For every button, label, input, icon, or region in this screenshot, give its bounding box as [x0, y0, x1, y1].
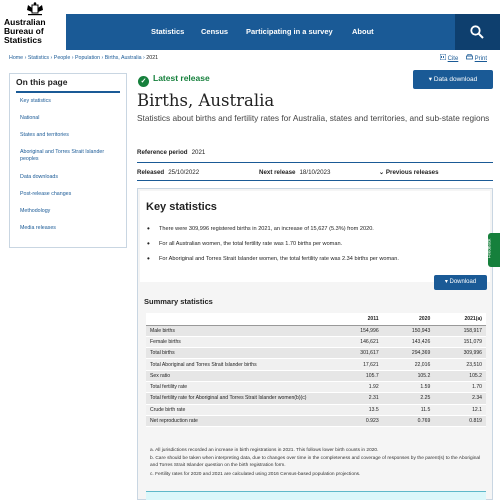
- download-button[interactable]: [434, 275, 487, 290]
- logo-line-2: Bureau of: [4, 26, 44, 36]
- sidebar-item-aboriginal[interactable]: Aboriginal and Torres Strait Islander peoples: [20, 149, 105, 162]
- column-header: [146, 313, 331, 325]
- table-row: [146, 325, 486, 336]
- row-label-cell: Male births: [146, 325, 331, 336]
- nav-participating[interactable]: Participating in a survey: [246, 27, 333, 36]
- value-cell: 150,943: [383, 325, 435, 336]
- download-arrow-icon: ▾: [428, 76, 433, 83]
- row-label-cell: Sex ratio: [146, 370, 331, 381]
- key-stat-fertility: • For all Australian women, the total fertility rate was 1.70 births per woman.: [159, 240, 479, 248]
- release-status: [138, 73, 210, 87]
- table-row: [146, 381, 486, 392]
- feedback-tab[interactable]: [488, 233, 500, 267]
- key-stat-births: • There were 309,996 registered births in 2021, an increase of 15,627 (5.3%) from 2020.: [159, 225, 479, 233]
- summary-statistics-table: [146, 313, 486, 427]
- coat-of-arms-icon: [26, 2, 44, 16]
- breadcrumb-population[interactable]: Population: [75, 55, 101, 61]
- row-label-cell: Total fertility rate: [146, 381, 331, 392]
- reference-period: [137, 149, 205, 156]
- key-statistics-card: [140, 191, 490, 282]
- value-cell: 1.59: [383, 381, 435, 392]
- nav-statistics[interactable]: Statistics: [151, 27, 185, 36]
- feedback-label: Feedback: [486, 238, 492, 259]
- divider-bottom: [137, 180, 493, 181]
- value-cell: 2.25: [383, 393, 435, 404]
- data-download-label: Data download: [433, 76, 478, 83]
- sidebar-divider: [16, 91, 120, 93]
- row-label-cell: Total fertility rate for Aboriginal and Torres Strait Islander women(b)(c): [146, 393, 331, 404]
- page-title: Births, Australia: [137, 91, 275, 110]
- sidebar-title: On this page: [16, 77, 68, 87]
- table-row: [146, 359, 486, 370]
- sidebar-item-key-statistics[interactable]: Key statistics: [20, 98, 51, 104]
- value-cell: 17,621: [331, 359, 383, 370]
- logo-line-1: Australian: [4, 17, 46, 27]
- breadcrumb-home[interactable]: Home: [9, 55, 24, 61]
- print-label: Print: [474, 56, 487, 62]
- value-cell: 151,079: [434, 336, 486, 347]
- key-statistics-title: Key statistics: [146, 201, 217, 213]
- print-icon: [466, 54, 473, 60]
- print-button[interactable]: [466, 56, 487, 62]
- abs-logo[interactable]: [4, 2, 66, 48]
- page-subtitle: Statistics about births and fertility rates for Australia, states and territories, and sub-state regions: [137, 113, 490, 123]
- footnote-c: c. Fertility rates for 2020 and 2021 are calculated using 2016 Census-based population projections.: [150, 472, 361, 477]
- nav-census[interactable]: Census: [201, 27, 229, 36]
- key-statistics-section: [137, 188, 493, 500]
- column-header-2021: 2021(a): [434, 313, 486, 325]
- sidebar-item-national[interactable]: National: [20, 115, 40, 121]
- value-cell: 0.819: [434, 415, 486, 426]
- table-row: [146, 393, 486, 404]
- sidebar-item-methodology[interactable]: Methodology: [20, 208, 51, 214]
- reference-period-value: 2021: [191, 149, 206, 156]
- quote-icon: [440, 54, 446, 60]
- data-download-button[interactable]: [413, 70, 493, 89]
- row-label-cell: Female births: [146, 336, 331, 347]
- summary-statistics-title: Summary statistics: [144, 297, 213, 306]
- breadcrumb-current: 2021: [146, 55, 159, 61]
- nav-about[interactable]: About: [352, 27, 374, 36]
- sidebar-item-data-downloads[interactable]: Data downloads: [20, 174, 58, 180]
- footnote-a: a. All jurisdictions recorded an increase in birth registrations in 2021. This follows lower birth counts in 2020.: [150, 448, 379, 453]
- previous-releases-label: Previous releases: [385, 169, 439, 176]
- download-arrow-icon: ▾: [444, 279, 448, 285]
- table-row: [146, 370, 486, 381]
- next-release-label: Next release: [259, 169, 296, 176]
- key-stat-aboriginal-fertility: • For Aboriginal and Torres Strait Islander women, the total fertility rate was 2.34 births per woman.: [159, 255, 479, 263]
- next-section-banner: [146, 491, 486, 500]
- next-release-date: [259, 169, 330, 176]
- breadcrumb-statistics[interactable]: Statistics: [27, 55, 50, 61]
- breadcrumb: Home › Statistics › People › Population › Births, Australia › 2021: [9, 55, 159, 61]
- value-cell: 22,016: [383, 359, 435, 370]
- logo-line-3: Statistics: [4, 35, 42, 45]
- value-cell: 309,996: [434, 348, 486, 359]
- breadcrumb-people[interactable]: People: [53, 55, 71, 61]
- table-row: [146, 348, 486, 359]
- row-label-cell: Crude birth rate: [146, 404, 331, 415]
- value-cell: 0.923: [331, 415, 383, 426]
- value-cell: 105.7: [331, 370, 383, 381]
- site-header: [0, 0, 500, 50]
- search-button[interactable]: [455, 14, 500, 50]
- value-cell: 11.5: [383, 404, 435, 415]
- value-cell: 2.34: [434, 393, 486, 404]
- value-cell: 2.31: [331, 393, 383, 404]
- value-cell: 105.2: [434, 370, 486, 381]
- main-nav: [66, 14, 500, 50]
- value-cell: 105.2: [383, 370, 435, 381]
- page-tools: [434, 54, 487, 62]
- sidebar-item-media-releases[interactable]: Media releases: [20, 225, 56, 231]
- sidebar-item-states[interactable]: States and territories: [20, 132, 69, 138]
- value-cell: 301,617: [331, 348, 383, 359]
- next-release-value: 18/10/2023: [299, 169, 331, 176]
- value-cell: 1.92: [331, 381, 383, 392]
- on-this-page-nav: [9, 73, 127, 248]
- cite-label: Cite: [447, 56, 459, 62]
- value-cell: 154,996: [331, 325, 383, 336]
- value-cell: 158,917: [434, 325, 486, 336]
- value-cell: 23,510: [434, 359, 486, 370]
- value-cell: 294,369: [383, 348, 435, 359]
- row-label-cell: Total Aboriginal and Torres Strait Islander births: [146, 359, 331, 370]
- table-header-row: [146, 313, 486, 325]
- sidebar-item-post-release[interactable]: Post-release changes: [20, 191, 72, 197]
- reference-period-label: Reference period: [137, 149, 188, 156]
- value-cell: 0.769: [383, 415, 435, 426]
- value-cell: 143,426: [383, 336, 435, 347]
- released-value: 25/10/2022: [168, 169, 200, 176]
- value-cell: 13.5: [331, 404, 383, 415]
- row-label-cell: Net reproduction rate: [146, 415, 331, 426]
- previous-releases-toggle[interactable]: [379, 169, 439, 176]
- released-label: Released: [137, 169, 165, 176]
- row-label-cell: Total births: [146, 348, 331, 359]
- footnote-b: b. Care should be taken when interpreting data, due to changes over time in the completeness and coverage of responses by the parent(s) to the Aboriginal and Torres Strait Islander question on the birth registration form.: [150, 456, 481, 468]
- column-header-2011: 2011: [331, 313, 383, 325]
- cite-button[interactable]: [440, 56, 458, 62]
- released-date: [137, 169, 199, 176]
- value-cell: 146,621: [331, 336, 383, 347]
- divider-top: [137, 162, 493, 163]
- table-row: [146, 404, 486, 415]
- value-cell: 12.1: [434, 404, 486, 415]
- release-status-label: Latest release: [153, 73, 210, 83]
- table-row: [146, 336, 486, 347]
- breadcrumb-births[interactable]: Births, Australia: [104, 55, 142, 61]
- table-row: [146, 415, 486, 426]
- column-header-2020: 2020: [383, 313, 435, 325]
- chevron-down-icon: ⌄: [379, 169, 385, 176]
- search-icon: [470, 25, 484, 39]
- check-circle-icon: ✓: [138, 76, 149, 87]
- value-cell: 1.70: [434, 381, 486, 392]
- download-label: Download: [449, 279, 477, 285]
